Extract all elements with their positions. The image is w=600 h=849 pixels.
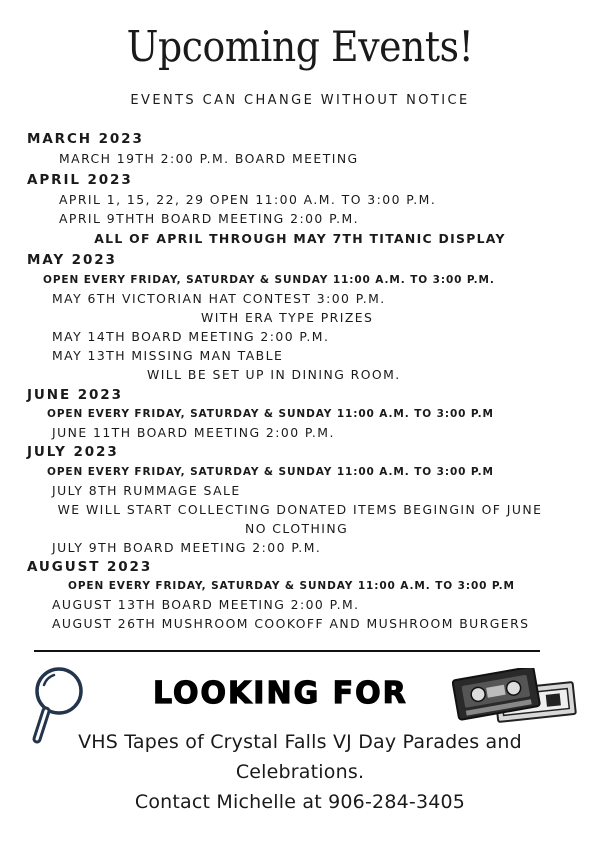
event-line: APRIL 1, 15, 22, 29 OPEN 11:00 A.M. TO 3:00 P.M.: [59, 192, 437, 207]
event-line: JUNE 11TH BOARD MEETING 2:00 P.M.: [52, 425, 335, 440]
event-line: MAY 6TH VICTORIAN HAT CONTEST 3:00 P.M.: [52, 291, 386, 306]
event-line-hours: OPEN EVERY FRIDAY, SATURDAY & SUNDAY 11:00 A.M. TO 3:00 P.M: [68, 580, 515, 592]
month-heading-july: JULY 2023: [27, 444, 119, 460]
looking-for-line-1: VHS Tapes of Crystal Falls VJ Day Parades and: [78, 731, 522, 753]
looking-for-line-2: Celebrations.: [235, 761, 365, 783]
contact-line: Contact Michelle at 906-284-3405: [134, 791, 466, 813]
month-heading-april: APRIL 2023: [27, 172, 133, 188]
month-heading-june: JUNE 2023: [27, 387, 123, 403]
looking-for-heading: LOOKING FOR: [153, 676, 408, 711]
event-line: WITH ERA TYPE PRIZES: [201, 310, 374, 325]
event-line: AUGUST 26TH MUSHROOM COOKOFF AND MUSHROOM BURGERS: [52, 616, 530, 631]
event-line: AUGUST 13TH BOARD MEETING 2:00 P.M.: [52, 597, 360, 612]
event-line: NO CLOTHING: [245, 521, 349, 536]
event-line: JULY 8TH RUMMAGE SALE: [52, 483, 241, 498]
event-line: MAY 14TH BOARD MEETING 2:00 P.M.: [52, 329, 330, 344]
event-line: APRIL 9THTH BOARD MEETING 2:00 P.M.: [59, 211, 360, 226]
month-heading-august: AUGUST 2023: [27, 559, 153, 575]
month-heading-may: MAY 2023: [27, 252, 117, 268]
event-line-hours: OPEN EVERY FRIDAY, SATURDAY & SUNDAY 11:00 A.M. TO 3:00 P.M: [47, 408, 494, 420]
vhs-tapes-icon: [452, 668, 580, 730]
event-line: WILL BE SET UP IN DINING ROOM.: [147, 367, 401, 382]
event-line-hours: OPEN EVERY FRIDAY, SATURDAY & SUNDAY 11:00 A.M. TO 3:00 P.M.: [43, 274, 495, 286]
event-line: JULY 9TH BOARD MEETING 2:00 P.M.: [52, 540, 322, 555]
event-line: WE WILL START COLLECTING DONATED ITEMS BEGINGIN OF JUNE: [57, 502, 543, 517]
event-line: MAY 13TH MISSING MAN TABLE: [52, 348, 284, 363]
page-title: Upcoming Events!: [126, 22, 474, 71]
page-subtitle: EVENTS CAN CHANGE WITHOUT NOTICE: [130, 93, 470, 108]
event-line-hours: OPEN EVERY FRIDAY, SATURDAY & SUNDAY 11:00 A.M. TO 3:00 P.M: [47, 466, 494, 478]
section-divider: [34, 650, 540, 652]
event-line: MARCH 19TH 2:00 P.M. BOARD MEETING: [59, 151, 359, 166]
event-line-highlight: ALL OF APRIL THROUGH MAY 7TH TITANIC DISPLAY: [94, 231, 506, 246]
month-heading-march: MARCH 2023: [27, 131, 144, 147]
